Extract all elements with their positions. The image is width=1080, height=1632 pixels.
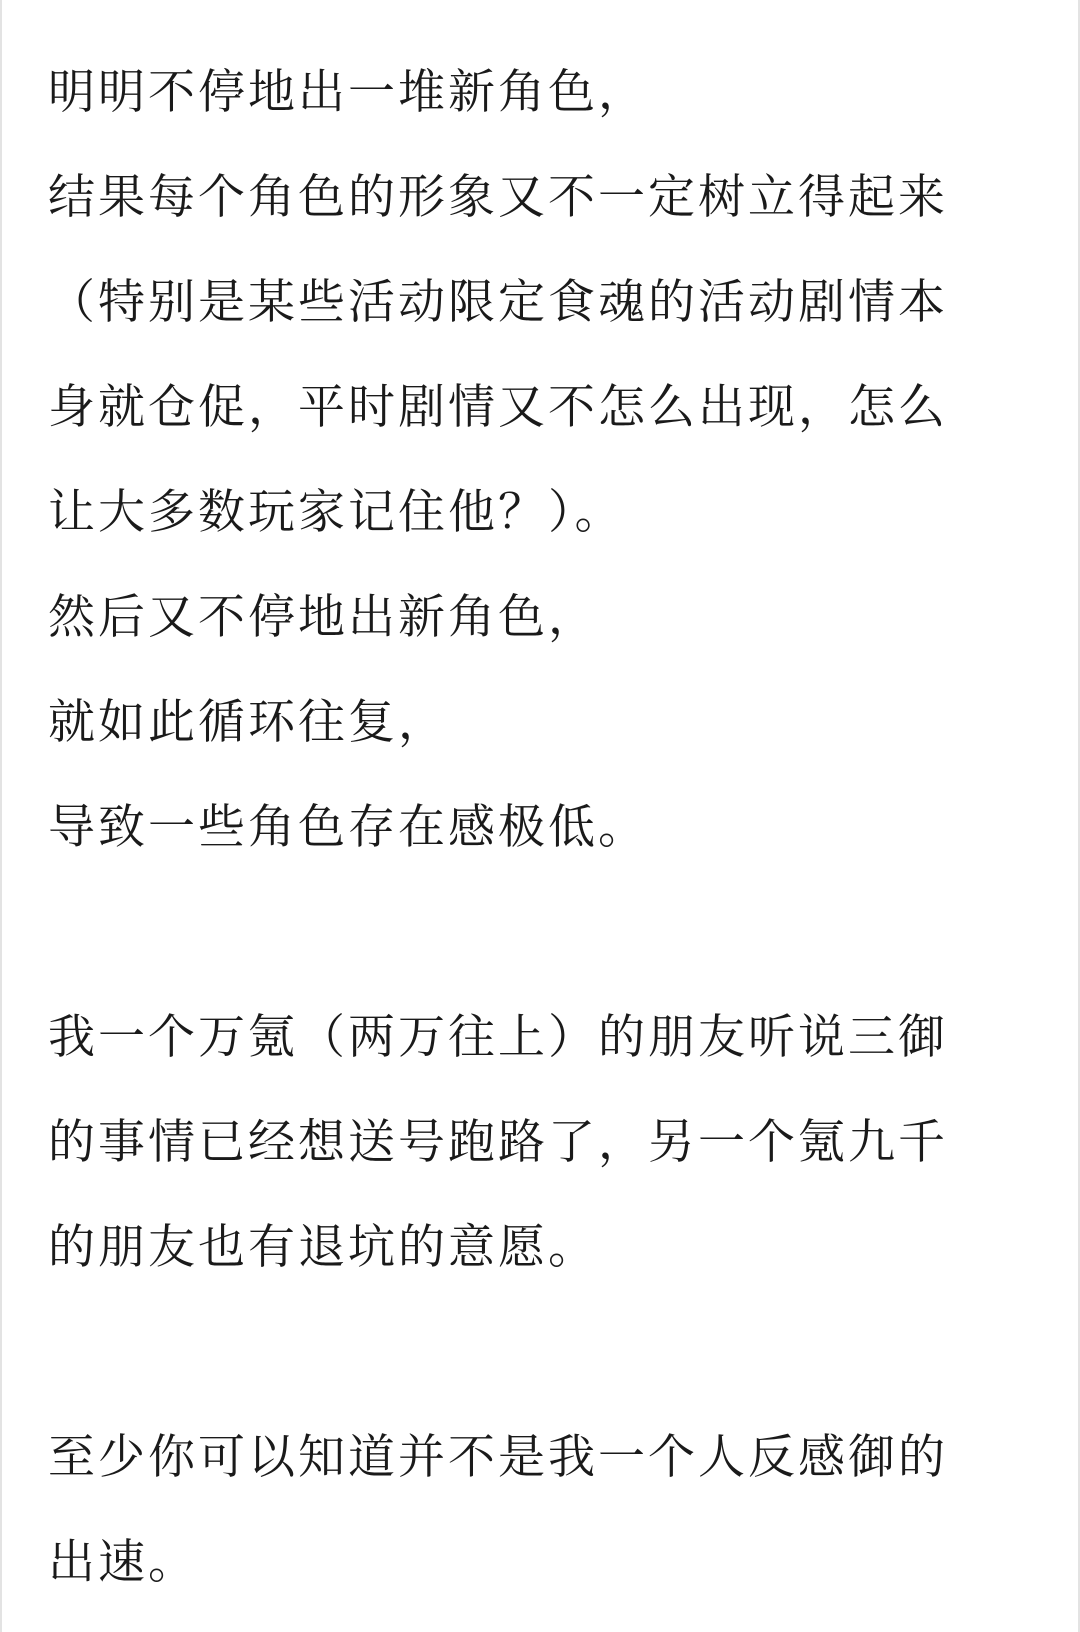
paragraph-3 <box>48 1405 1048 1615</box>
paragraph-1 <box>48 40 1048 880</box>
text-line: 就如此循环往复， <box>48 695 448 750</box>
text-line: 身就仓促，平时剧情又不怎么出现，怎么 <box>48 380 948 435</box>
paragraph-spacer <box>48 880 1048 985</box>
text-line: 出速。 <box>48 1535 198 1590</box>
text-line: 结果每个角色的形象又不一定树立得起来 <box>48 170 948 225</box>
post-body <box>48 40 1048 1615</box>
left-border <box>0 0 2 1632</box>
text-line: 明明不停地出一堆新角色， <box>48 65 648 120</box>
text-line: （特别是某些活动限定食魂的活动剧情本 <box>48 275 948 330</box>
paragraph-spacer <box>48 1300 1048 1405</box>
paragraph-2 <box>48 985 1048 1300</box>
text-line: 我一个万氪（两万往上）的朋友听说三御 <box>48 1010 948 1065</box>
text-line: 然后又不停地出新角色， <box>48 590 598 645</box>
text-line: 的事情已经想送号跑路了，另一个氪九千 <box>48 1115 948 1170</box>
text-line: 导致一些角色存在感极低。 <box>48 800 648 855</box>
text-line: 至少你可以知道并不是我一个人反感御的 <box>48 1430 948 1485</box>
text-line: 让大多数玩家记住他？）。 <box>48 485 625 540</box>
text-line: 的朋友也有退坑的意愿。 <box>48 1220 598 1275</box>
